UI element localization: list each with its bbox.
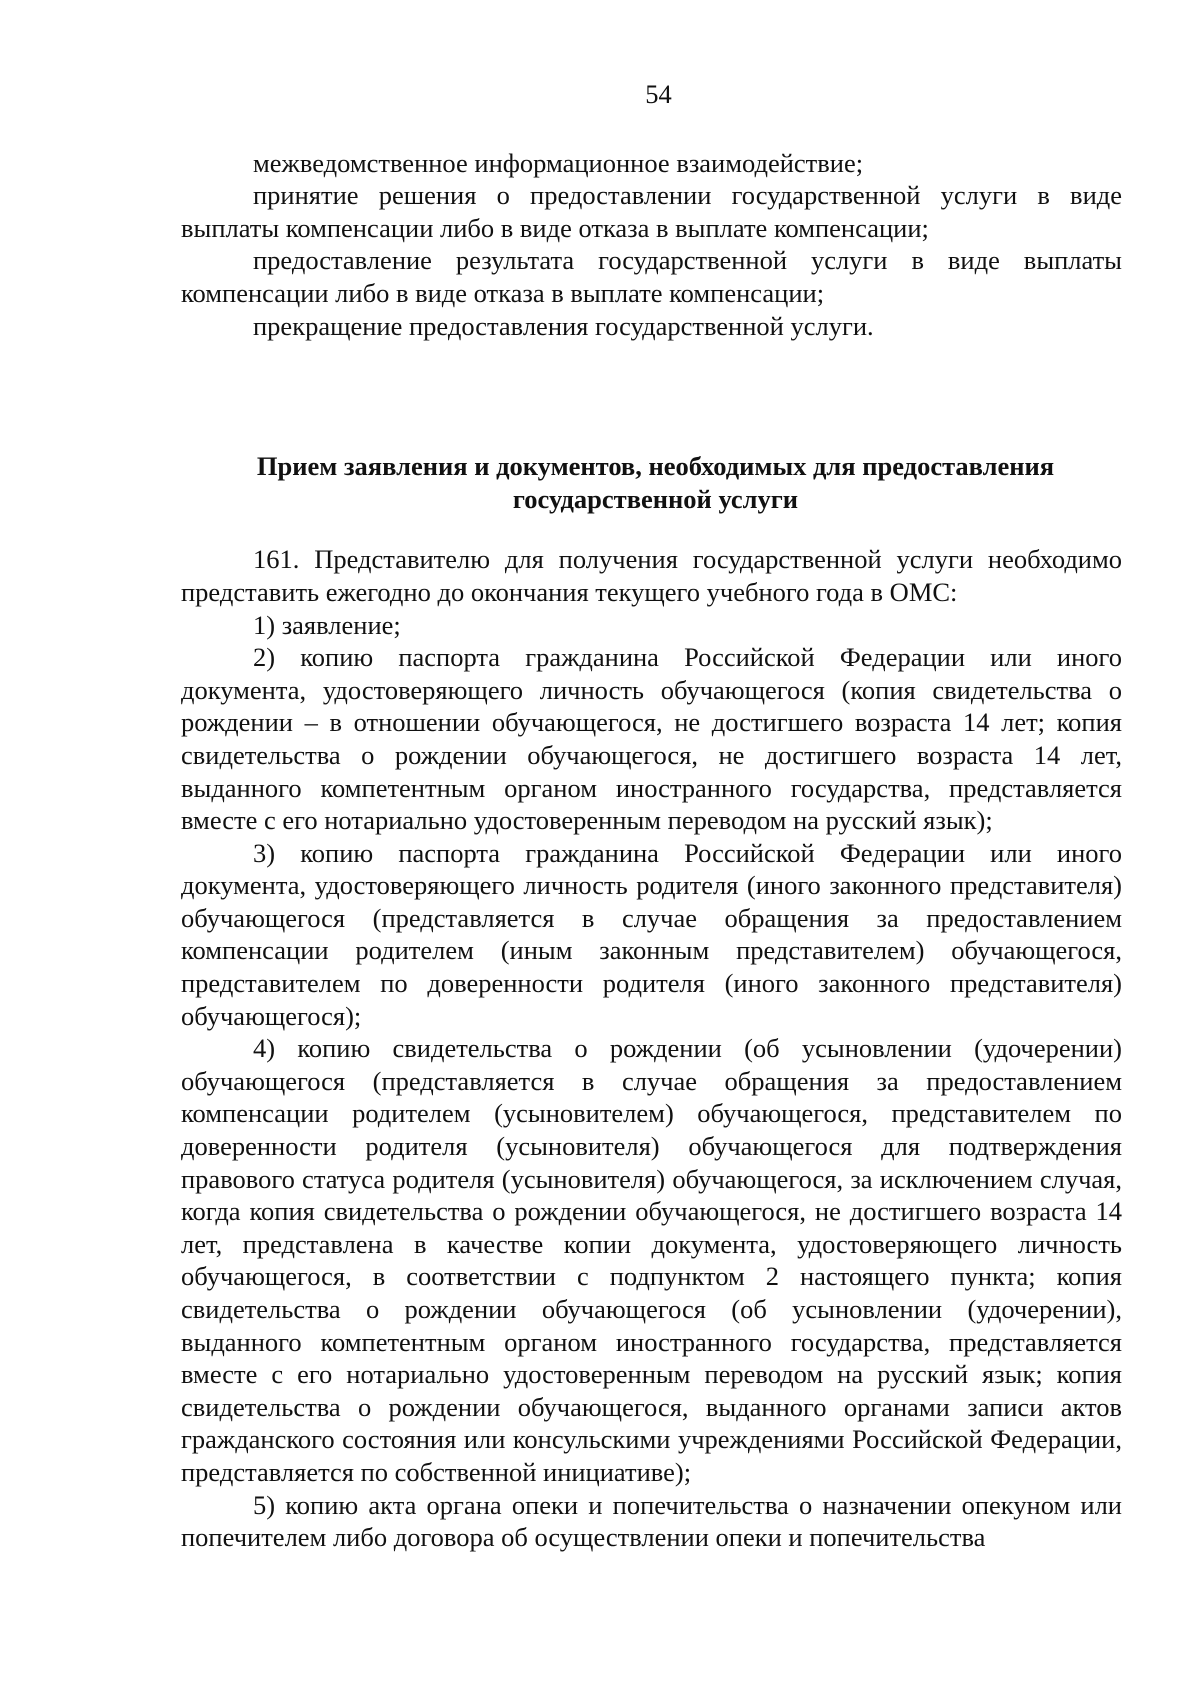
list-item: 3) копию паспорта гражданина Российской Федерации или иного документа, удостоверяющего личность родителя (иного законного представителя) обучающегося (представляется в случае обращения за предоставлением компенсации родителем (иным законным представителем) обучающегося, представителем по доверенности родителя (иного законного представителя) обучающегося); <box>181 837 1122 1031</box>
list-item: 4) копию свидетельства о рождении (об усыновлении (удочерении) обучающегося (представляется в случае обращения за предоставлением компенсации родителем (усыновителем) обучающегося, представителем по доверенности родителя (усыновителя) обучающегося для подтверждения правового статуса родителя (усыновителя) обучающегося, за исключением случая, когда копия свидетельства о рождении обучающегося, не достигшего возраста 14 лет, представлена в качестве копии документа, удостоверяющего личность обучающегося, в соответствии с подпунктом 2 настоящего пункта; копия свидетельства о рождении обучающегося (об усыновлении (удочерении), выданного компетентным органом иностранного государства, представляется вместе с его нотариально удостоверенным переводом на русский язык; копия свидетельства о рождении обучающегося, выданного органами записи актов гражданского состояния или консульскими учреждениями Российской Федерации, представляется по собственной инициативе); <box>181 1033 1122 1487</box>
intro-paragraph: межведомственное информационное взаимодействие; <box>253 147 864 178</box>
section-heading-line: Прием заявления и документов, необходимых для предоставления <box>256 451 1055 482</box>
intro-paragraph: прекращение предоставления государственной услуги. <box>253 310 874 341</box>
section-spacer <box>181 342 1122 450</box>
intro-section <box>181 147 1122 343</box>
page-number: 54 <box>645 79 672 109</box>
section-heading-line: государственной услуги <box>512 483 799 514</box>
section-heading <box>181 450 1122 515</box>
intro-paragraph: принятие решения о предоставлении государственной услуги в виде выплаты компенсации либо в виде отказа в выплате компенсации; <box>181 180 1122 243</box>
document-page <box>181 78 1122 1554</box>
list-item: 1) заявление; <box>253 609 401 640</box>
main-paragraph: 161. Представителю для получения государственной услуги необходимо представить ежегодно до окончания текущего учебного года в ОМС: <box>181 544 1122 607</box>
list-item: 5) копию акта органа опеки и попечительства о назначении опекуном или попечителем либо договора об осуществлении опеки и попечительства <box>181 1489 1122 1553</box>
intro-paragraph: предоставление результата государственной услуги в виде выплаты компенсации либо в виде отказа в выплате компенсации; <box>181 245 1122 308</box>
list-item: 2) копию паспорта гражданина Российской Федерации или иного документа, удостоверяющего личность обучающегося (копия свидетельства о рождении – в отношении обучающегося, не достигшего возраста 14 лет; копия свидетельства о рождении обучающегося, не достигшего возраста 14 лет, выданного компетентным органом иностранного государства, представляется вместе с его нотариально удостоверенным переводом на русский язык); <box>181 642 1122 836</box>
main-section <box>181 543 1122 1553</box>
